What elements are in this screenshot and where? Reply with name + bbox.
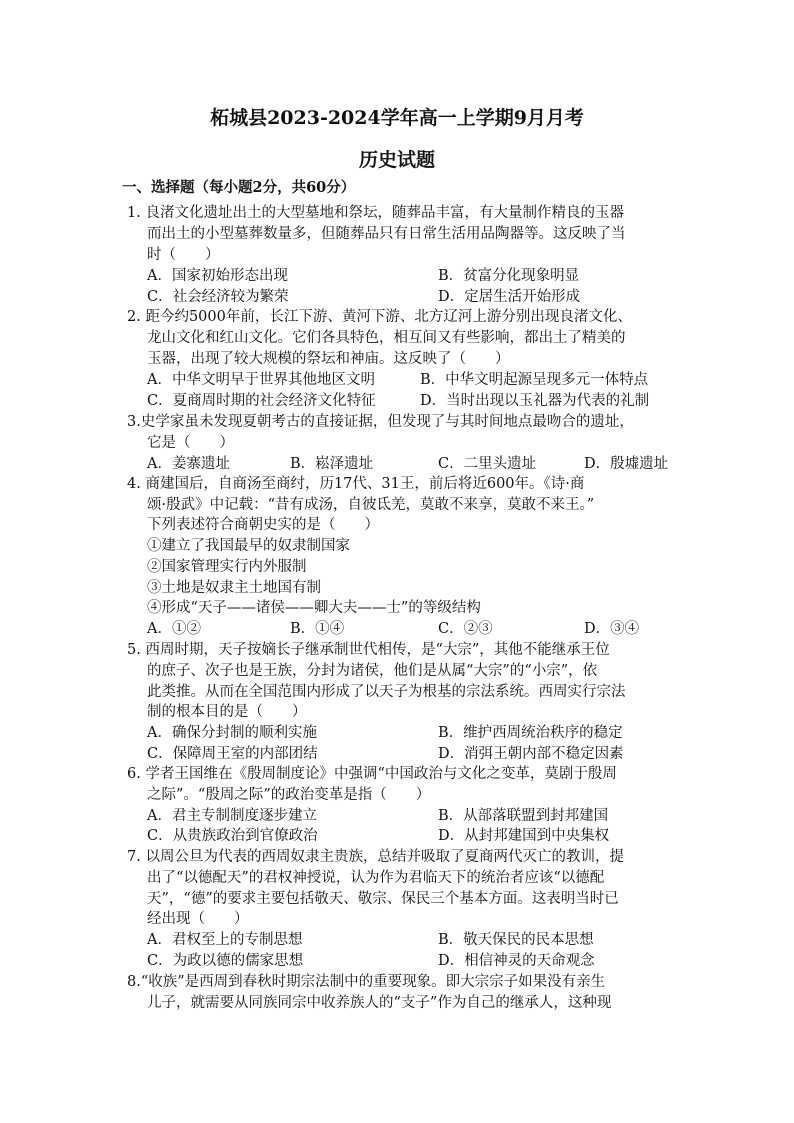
exam-title: 柘城县2023-2024学年高一上学期9月月考	[210, 107, 584, 129]
question-2-option-b: B．中华文明起源呈现多元一体特点	[420, 372, 649, 388]
question-1-line-2: 而出土的小型墓葬数量多，但随葬品只有日常生活用品陶器等。这反映了当	[147, 226, 626, 242]
question-3-option-b: B．崧泽遗址	[290, 456, 374, 472]
question-4-option-c: C．②③	[438, 621, 493, 637]
question-1-option-c: C．社会经济较为繁荣	[147, 289, 289, 305]
question-4-line-3: 下列表述符合商朝史实的是（ ）	[147, 517, 379, 533]
question-4-statement-2: ②国家管理实行内外服制	[147, 559, 307, 575]
question-6-option-b: B．从部落联盟到封邦建国	[438, 808, 609, 824]
question-4-line-1: 4. 商建国后，自商汤至商纣，历17代、31王，前后将近600年。《诗·商	[127, 476, 585, 492]
question-2-option-a: A．中华文明早于世界其他地区文明	[147, 372, 375, 388]
question-1-option-a: A．国家初始形态出现	[147, 268, 288, 284]
question-5-line-2: 的庶子、次子也是王族，分封为诸侯，他们是从属“大宗”的“小宗”，依	[147, 663, 598, 679]
question-5-option-c: C．保障周王室的内部团结	[147, 746, 318, 762]
question-5-line-3: 此类推。从而在全国范围内形成了以天子为根基的宗法系统。西周实行宗法	[147, 684, 626, 700]
exam-subtitle: 历史试题	[358, 149, 435, 171]
question-6-option-a: A．君主专制制度逐步建立	[147, 808, 317, 824]
question-7-option-c: C．为政以德的儒家思想	[147, 953, 304, 969]
question-4-statement-3: ③土地是奴隶主土地国有制	[147, 580, 321, 596]
question-4-statement-4: ④形成“天子——诸侯——卿大夫——士”的等级结构	[147, 600, 481, 616]
question-8-line-1: 8.“收族”是西周到春秋时期宗法制中的重要现象。即大宗宗子如果没有亲生	[127, 974, 606, 990]
question-7-option-a: A．君权至上的专制思想	[147, 932, 303, 948]
question-3-line-2: 它是（ ）	[147, 435, 234, 451]
question-7-line-2: 出了“以德配天”的君权神授说，认为作为君临天下的统治者应该“以德配	[147, 870, 605, 886]
question-8-line-2: 儿子，就需要从同族同宗中收养族人的“支子”作为自己的继承人，这种现	[147, 995, 612, 1011]
question-4-option-a: A．①②	[147, 621, 201, 637]
question-1-line-3: 时（ ）	[147, 247, 220, 263]
section-heading: 一、选择题（每小题2分，共60分）	[122, 179, 356, 196]
question-1-option-b: B．贫富分化现象明显	[438, 268, 580, 284]
question-2-option-d: D．当时出现以玉礼器为代表的礼制	[420, 393, 650, 409]
question-4-statement-1: ①建立了我国最早的奴隶制国家	[147, 538, 350, 554]
question-7-line-4: 经出现（ ）	[147, 911, 249, 927]
question-4-option-b: B．①④	[290, 621, 345, 637]
question-3-option-a: A．姜寨遗址	[147, 456, 230, 472]
question-2-option-c: C．夏商周时期的社会经济文化特征	[147, 393, 376, 409]
question-3-option-d: D．殷墟遗址	[584, 456, 669, 472]
question-5-line-4: 制的根本目的是（ ）	[147, 704, 307, 720]
question-3-line-1: 3.史学家虽未发现夏朝考古的直接证据，但发现了与其时间地点最吻合的遗址，	[127, 414, 634, 430]
question-7-line-1: 7. 以周公旦为代表的西周奴隶主贵族，总结并吸取了夏商两代灭亡的教训，提	[127, 849, 624, 865]
question-1-line-1: 1. 良渚文化遗址出土的大型墓地和祭坛，随葬品丰富，有大量制作精良的玉器	[127, 205, 624, 221]
question-2-line-2: 龙山文化和红山文化。它们各具特色，相互间又有些影响，都出土了精美的	[147, 330, 626, 346]
question-7-option-b: B．敬天保民的民本思想	[438, 932, 594, 948]
question-4-option-d: D．③④	[584, 621, 640, 637]
question-1-option-d: D．定居生活开始形成	[438, 289, 581, 305]
question-2-line-3: 玉器，出现了较大规模的祭坛和神庙。这反映了（ ）	[147, 351, 510, 367]
question-2-line-1: 2. 距今约5000年前，长江下游、黄河下游、北方辽河上游分别出现良渚文化、	[127, 309, 632, 325]
question-7-option-d: D．相信神灵的天命观念	[438, 953, 595, 969]
question-5-option-a: A．确保分封制的顺利实施	[147, 725, 317, 741]
question-6-line-2: 之际”。“殷周之际”的政治变革是指（ ）	[147, 787, 431, 803]
question-7-line-3: 天”，“德”的要求主要包括敬天、敬宗、保民三个基本方面。这表明当时已	[147, 891, 619, 907]
question-4-line-2: 颂·殷武》中记载：“昔有成汤，自彼氐羌，莫敢不来享，莫敢不来王。”	[147, 497, 595, 513]
question-5-option-b: B．维护西周统治秩序的稳定	[438, 725, 623, 741]
question-5-option-d: D．消弭王朝内部不稳定因素	[438, 746, 624, 762]
question-6-option-c: C．从贵族政治到官僚政治	[147, 828, 318, 844]
question-5-line-1: 5. 西周时期，天子按嫡长子继承制世代相传，是“大宗”，其他不能继承王位	[127, 642, 610, 658]
question-3-option-c: C．二里头遗址	[438, 456, 537, 472]
question-6-line-1: 6. 学者王国维在《殷周制度论》中强调“中国政治与文化之变革，莫剧于殷周	[127, 766, 617, 782]
question-6-option-d: D．从封邦建国到中央集权	[438, 828, 610, 844]
